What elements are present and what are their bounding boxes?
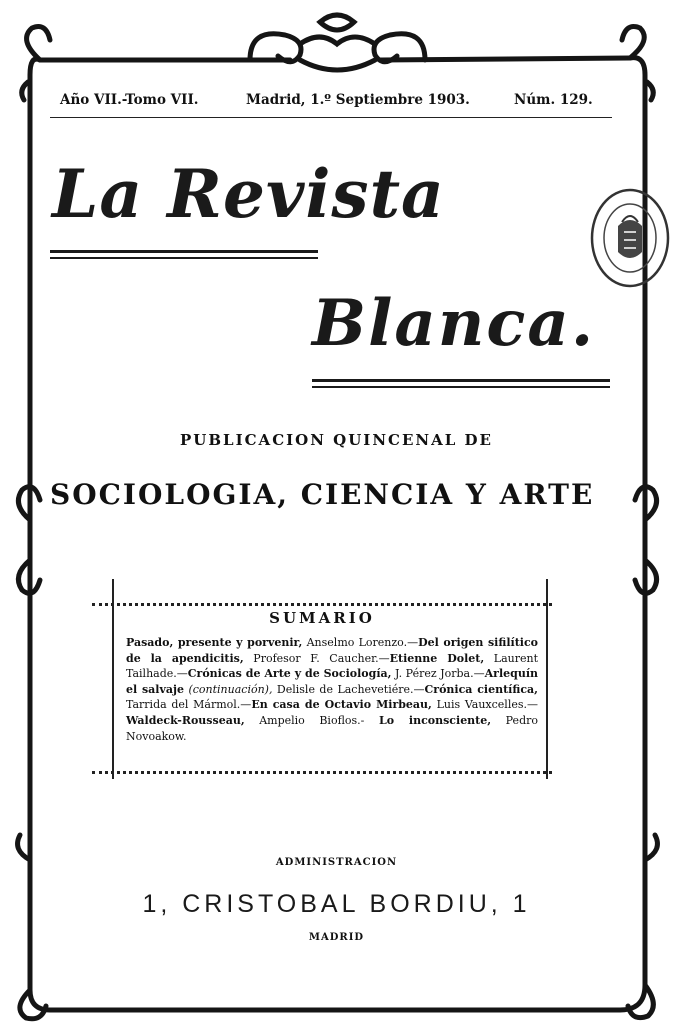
sumario-entry-title: Crónicas de Arte y de Sociología, [187, 667, 392, 681]
sumario-entry-title: Del origen sifilítico de la apendicitis, [126, 636, 539, 665]
sumario-entry-note: (continuación), [183, 682, 273, 696]
sumario-entry-author: Luis Vauxcelles.— [431, 698, 538, 712]
library-stamp [588, 186, 672, 290]
sumario-contents [126, 635, 538, 744]
administration-city: MADRID [308, 932, 365, 943]
header-place-date: Madrid, 1.º Septiembre 1903. [246, 92, 470, 108]
sumario-entry-title: Lo inconsciente, [378, 713, 492, 727]
subtitle: PUBLICACION QUINCENAL DE [180, 431, 493, 449]
sumario-heading: SUMARIO [269, 609, 375, 627]
sumario-entry-title: En casa de Octavio Mirbeau, [251, 698, 432, 712]
header-rule [50, 117, 612, 118]
administration-label: ADMINISTRACION [275, 857, 398, 868]
sumario-entry-title: Etienne Dolet, [389, 651, 485, 665]
sumario-entry-author: J. Pérez Jorba.— [391, 667, 485, 681]
sumario-bottom-border [92, 771, 552, 774]
sumario-entry-author: Profesor F. Caucher.— [243, 651, 390, 665]
sumario-entry-author: Delisle de Lachevetiére.— [272, 682, 425, 696]
header-year-volume: Año VII.-Tomo VII. [60, 92, 199, 108]
administration-address: 1, CRISTOBAL BORDIU, 1 [142, 890, 531, 918]
sumario-entry-author: Anselmo Lorenzo.— [302, 636, 419, 649]
title-rule-2b [312, 386, 610, 388]
sumario-entry-author: Tarrida del Mármol.— [126, 698, 252, 712]
sumario-box [92, 575, 552, 775]
sumario-entry-author: Laurent Tailhade.— [126, 651, 539, 681]
title-rule-2a [312, 379, 610, 382]
sumario-entry-title: Pasado, presente y porvenir, [126, 636, 303, 649]
sumario-entry-title: Arlequín el salvaje [126, 667, 538, 696]
subject-line: SOCIOLOGIA, CIENCIA Y ARTE [50, 478, 595, 511]
sumario-entry-author: Ampelio Bioflos.- [244, 713, 379, 727]
title-rule-1a [50, 250, 318, 253]
sumario-top-border [92, 603, 552, 606]
sumario-entry-author: Pedro Novoakow. [126, 713, 538, 743]
sumario-entry-title: Waldeck-Rousseau, [126, 713, 245, 727]
sumario-entry-title: Crónica científica, [424, 682, 538, 696]
title-rule-1b [50, 257, 318, 259]
header-issue-number: Núm. 129. [514, 92, 593, 108]
masthead-title-line2: Blanca. [312, 286, 596, 361]
masthead-title-line1: La Revista [52, 155, 445, 233]
